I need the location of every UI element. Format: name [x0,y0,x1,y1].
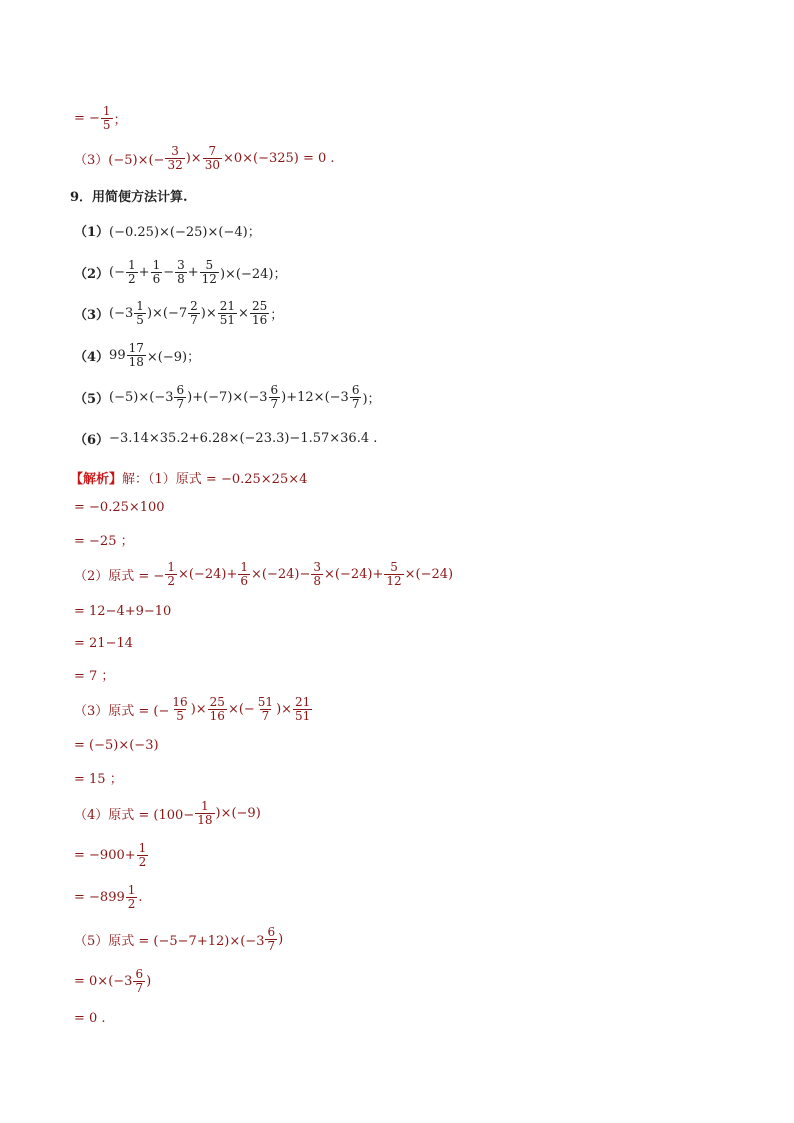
fraction: $\frac{5}{12}$ [386,559,402,588]
fraction: $\frac{17}{18}$ [128,340,144,369]
text: （5）原式 = (−5−7+12)×(−3 [74,933,265,949]
fraction: $\frac{1}{2}$ [127,882,136,911]
fraction: $\frac{25}{16}$ [251,298,268,327]
text: 99 [109,347,126,363]
solution-2-result [74,659,114,689]
text: )× [190,701,207,717]
solution-2-step [74,628,133,658]
text: = (−5)×(−3) [74,737,159,753]
solution-4-result [74,882,143,912]
question-label: （2） [74,266,110,282]
text: ×(−9)； [146,349,201,365]
fraction: $\frac{1}{2}$ [128,257,136,286]
fraction: $\frac{3}{32}$ [167,143,183,172]
fraction: $\frac{21}{51}$ [219,298,236,327]
text: ) [278,931,284,947]
fraction: $\frac{1}{5}$ [136,298,144,327]
text: (−3 [109,305,134,321]
text: （2）原式 = − [74,568,165,584]
fraction: $\frac{2}{7}$ [190,298,198,327]
question-1 [74,215,261,245]
text: (−5)×(−3 [109,389,174,405]
text: = 7 ； [74,668,115,684]
fraction: $\frac{6}{7}$ [351,382,360,411]
fraction: $\frac{1}{2}$ [138,840,147,869]
fraction: $\frac{6}{7}$ [176,382,185,411]
question-label: （1） [74,224,110,240]
text: = −25 ； [74,533,134,549]
text: )×(−7 [146,305,188,321]
text: )× [276,701,293,717]
text: )； [362,391,381,407]
fraction: $\frac{6}{7}$ [267,924,276,953]
text: )×(−9) [215,805,261,821]
text: （3）原式 = (− [74,703,170,719]
text: = 21−14 [74,635,134,651]
text: + [138,264,150,280]
fraction: $\frac{1}{2}$ [167,559,175,588]
fraction: $\frac{51}{7}$ [257,694,274,723]
solution-2 [74,559,453,589]
text: × [238,305,249,321]
fraction: $\frac{6}{7}$ [135,966,144,995]
text: )× [200,305,217,321]
fraction: $\frac{6}{7}$ [270,382,279,411]
text: = − [74,110,100,126]
text: （3）(−5)×(− [74,152,165,168]
question-2 [74,257,286,287]
solution-5-result [74,1003,106,1033]
text: ×(−24)+ [324,566,384,582]
prev-answer-line [74,103,127,133]
text: )× [185,150,202,166]
question-label: （5） [74,391,110,407]
question-4 [74,340,200,370]
text: + [187,264,199,280]
solution-5-step [74,966,151,996]
text: ×(−24) [404,566,454,582]
text: − [163,264,175,280]
question-label: （3） [74,307,110,323]
fraction: $\frac{3}{8}$ [313,559,321,588]
text: ； [113,112,127,128]
text: = 12−4+9−10 [74,603,172,619]
solution-1-step [74,492,165,522]
text: = −899 [74,889,125,905]
solution-3 [74,694,313,724]
question-expr: (−0.25)×(−25)×(−4)； [109,224,261,240]
question-5 [74,382,381,412]
fraction: $\frac{3}{8}$ [177,257,185,286]
fraction: $\frac{1}{6}$ [240,559,248,588]
solution-2-step [74,596,171,626]
text: = −0.25×100 [74,499,165,515]
text: )+(−7)×(−3 [187,389,268,405]
solution-1-result [74,524,134,554]
text: ×(−24)− [250,566,311,582]
solution-3-result [74,762,123,792]
problem-heading [70,180,188,210]
heading-text: 9．用简便方法计算. [70,189,188,205]
fraction: $\frac{5}{12}$ [201,257,217,286]
text: ×(−24)+ [177,566,238,582]
text: （4）原式 = (100− [74,807,195,823]
question-expr: −3.14×35.2+6.28×(−23.3)−1.57×36.4 . [109,430,378,446]
fraction: $\frac{25}{16}$ [209,694,225,723]
question-3 [74,298,283,328]
text: )×(−24)； [219,266,287,282]
text: ×(− [227,701,255,717]
text: . [138,889,143,905]
question-label: （4） [74,349,110,365]
text: = 0 . [74,1010,106,1026]
prev-part3-answer [74,143,335,173]
fraction: $\frac{7}{30}$ [204,143,220,172]
question-label: （6） [74,432,110,448]
fraction: $\frac{16}{5}$ [172,694,188,723]
fraction: $\frac{21}{51}$ [295,694,311,723]
text: = −900+ [74,847,136,863]
fraction: $\frac{1}{6}$ [152,257,161,286]
text: ) [146,973,152,989]
text: 解：（1）原式 = −0.25×25×4 [122,471,308,487]
fraction: $\frac{1}{18}$ [197,798,213,827]
solution-4 [74,798,261,828]
solution-4-step [74,840,149,870]
text: ； [270,307,284,323]
text: ×0×(−325) = 0 . [222,150,335,166]
fraction: $\frac{1}{5}$ [102,103,111,132]
text: = 0×(−3 [74,973,133,989]
text: (− [109,264,126,280]
solution-tag: 【解析】 [70,471,123,487]
text: )+12×(−3 [281,389,349,405]
solution-1 [70,462,307,492]
solution-3-step [74,730,159,760]
question-6 [74,423,377,453]
solution-5 [74,924,283,954]
text: = 15 ； [74,771,123,787]
